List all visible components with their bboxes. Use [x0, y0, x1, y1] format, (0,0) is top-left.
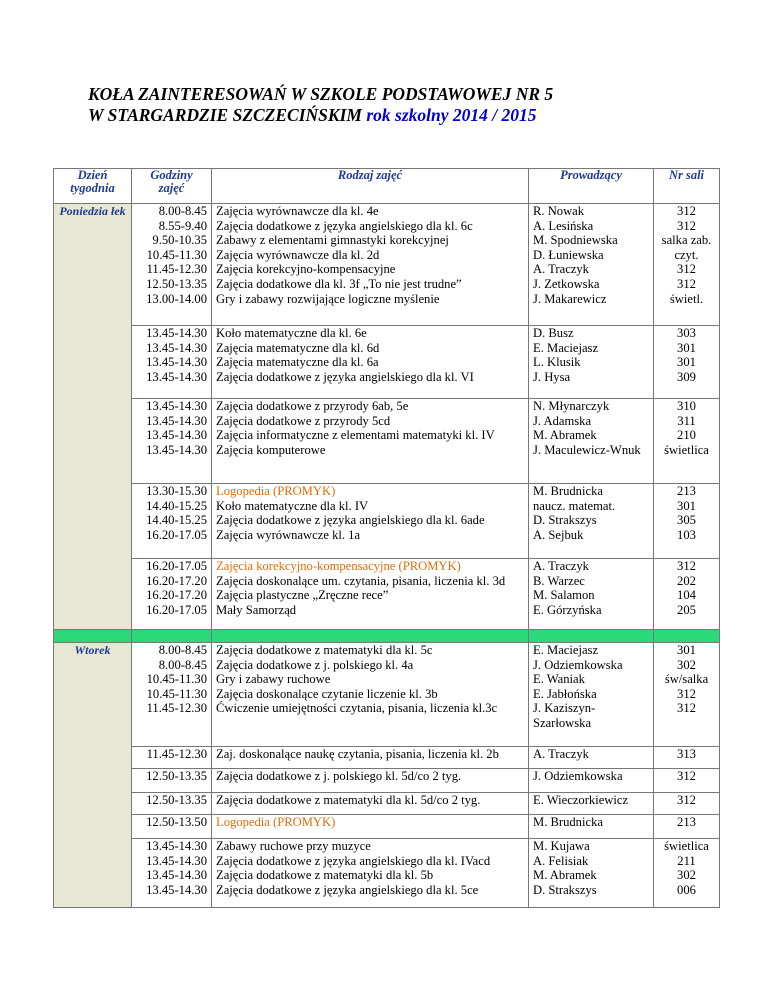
time-cell [132, 747, 212, 769]
teacher-value: J. Adamska [533, 413, 592, 428]
time-value: 12.50-13.35 [146, 276, 207, 291]
room-value: 312 [677, 262, 696, 277]
teacher-cell [529, 815, 654, 839]
teacher-value: E. Jabłońska [533, 686, 597, 701]
room-cell [654, 839, 720, 908]
time-cell [132, 484, 212, 559]
activity-value: Zajęcia dodatkowe z matematyki dla kl. 5d/co 2 tyg. [216, 793, 481, 807]
time-value: 16.20-17.05 [146, 602, 207, 617]
teacher-value: E. Wieczorkiewicz [533, 793, 629, 807]
room-value: 302 [677, 657, 696, 672]
room-value: 312 [677, 559, 696, 573]
time-value: 8.00-8.45 [158, 204, 207, 218]
teacher-cell [529, 643, 654, 747]
room-value: 310 [677, 399, 696, 413]
teacher-cell [529, 559, 654, 630]
teacher-value: J. Makarewicz [533, 291, 607, 306]
teacher-value: A. Felisiak [533, 853, 589, 868]
time-value: 13.30-15.30 [146, 484, 207, 498]
teacher-value: A. Traczyk [533, 559, 589, 573]
teacher-value: M. Abramek [533, 428, 597, 443]
time-cell [132, 793, 212, 815]
activity-value: Zajęcia dodatkowe z języka angielskiego dla kl. 5ce [216, 882, 479, 897]
room-value: świetlica [664, 442, 709, 457]
time-value: 13.45-14.30 [146, 369, 207, 384]
activity-value: Zabawy z elementami gimnastyki korekcyjnej [216, 233, 449, 248]
activity-value: Zajęcia korekcyjno-kompensacyjne (PROMYK) [216, 559, 461, 573]
time-cell [132, 815, 212, 839]
activity-cell [212, 204, 529, 326]
title-school-year: rok szkolny 2014 / 2015 [366, 105, 537, 125]
time-value: 13.45-14.30 [146, 326, 207, 340]
room-value: 312 [677, 769, 696, 783]
room-value: 205 [677, 602, 696, 617]
teacher-value: E. Maciejasz [533, 643, 599, 657]
activity-value: Zajęcia wyrównawcze dla kl. 2d [216, 247, 380, 262]
teacher-value: D. Łuniewska [533, 247, 604, 262]
table-row [54, 839, 720, 908]
header-room: Nr sali [654, 169, 720, 204]
activity-value: Zajęcia komputerowe [216, 442, 326, 457]
activity-cell [212, 769, 529, 793]
activity-value: Koło matematyczne dla kl. IV [216, 498, 369, 513]
table-row [54, 399, 720, 484]
teacher-value: naucz. matemat. [533, 498, 616, 513]
room-cell [654, 793, 720, 815]
time-value: 11.45-12.30 [146, 747, 207, 761]
activity-cell [212, 839, 529, 908]
room-cell [654, 204, 720, 326]
title-line-2-main: W STARGARDZIE SZCZECIŃSKIM [88, 105, 362, 125]
time-value: 9.50-10.35 [152, 233, 207, 248]
time-value: 13.00-14.00 [146, 291, 207, 306]
time-value: 14.40-15.25 [146, 513, 207, 528]
room-cell [654, 643, 720, 747]
room-value: św/salka [664, 672, 709, 687]
room-value: 312 [677, 793, 696, 807]
room-value: 301 [677, 340, 696, 355]
time-value: 16.20-17.05 [146, 559, 207, 573]
time-value: 11.45-12.30 [146, 262, 207, 277]
teacher-value: R. Nowak [533, 204, 585, 218]
time-value: 13.45-14.30 [146, 882, 207, 897]
time-value: 13.45-14.30 [146, 399, 207, 413]
teacher-value: M. Salamon [533, 588, 595, 603]
teacher-value: J. Hysa [533, 369, 571, 384]
teacher-value: D. Strakszys [533, 513, 597, 528]
activity-cell [212, 815, 529, 839]
room-value: 211 [677, 853, 696, 868]
room-cell [654, 484, 720, 559]
teacher-value: A. Traczyk [533, 262, 589, 277]
time-cell [132, 643, 212, 747]
day-monday: Poniedzia łek [54, 204, 132, 630]
teacher-cell [529, 204, 654, 326]
activity-value: Zajęcia wyrównawcze kl. 1a [216, 527, 361, 542]
activity-value: Zajęcia dodatkowe z przyrody 5cd [216, 413, 391, 428]
teacher-value: E. Górzyńska [533, 602, 602, 617]
time-value: 10.45-11.30 [146, 672, 207, 687]
teacher-value: J. Maculewicz-Wnuk [533, 442, 641, 457]
activity-value: Zajęcia dodatkowe z języka angielskiego dla kl. IVacd [216, 853, 491, 868]
teacher-cell [529, 793, 654, 815]
time-value: 8.00-8.45 [158, 657, 207, 672]
table-row [54, 326, 720, 399]
room-value: świetl. [669, 291, 704, 306]
table-row [54, 643, 720, 747]
teacher-value: N. Młynarczyk [533, 399, 610, 413]
title-line-1: KOŁA ZAINTERESOWAŃ W SZKOLE PODSTAWOWEJ NR 5 [88, 84, 554, 104]
teacher-value: M. Spodniewska [533, 233, 618, 248]
room-value: salka zab. [661, 233, 712, 248]
time-value: 13.45-14.30 [146, 839, 207, 853]
activity-value: Zajęcia matematyczne dla kl. 6a [216, 355, 379, 370]
room-cell [654, 399, 720, 484]
activity-value: Zajęcia plastyczne „Zręczne rece” [216, 588, 389, 603]
room-value: 312 [677, 276, 696, 291]
activity-value: Zajęcia dodatkowe z j. polskiego kl. 4a [216, 657, 414, 672]
room-value: 202 [677, 573, 696, 588]
table-row [54, 793, 720, 815]
table-row [54, 747, 720, 769]
time-cell [132, 769, 212, 793]
activity-value: Zajęcia dodatkowe z języka angielskiego dla kl. 6ade [216, 513, 485, 528]
time-value: 12.50-13.35 [146, 769, 207, 783]
time-value: 16.20-17.20 [146, 588, 207, 603]
header-hours: Godziny zajęć [132, 169, 212, 204]
room-value: 301 [677, 643, 696, 657]
teacher-value: A. Sejbuk [533, 527, 584, 542]
teacher-value: D. Strakszys [533, 882, 597, 897]
room-cell [654, 815, 720, 839]
time-cell [132, 204, 212, 326]
day-separator [54, 630, 720, 643]
title-line-2 [88, 105, 728, 126]
table-row [54, 769, 720, 793]
teacher-cell [529, 484, 654, 559]
activity-value: Logopedia (PROMYK) [216, 484, 336, 498]
room-value: 311 [677, 413, 696, 428]
room-value: czyt. [674, 247, 699, 262]
room-value: 302 [677, 868, 696, 883]
activity-value: Mały Samorząd [216, 602, 297, 617]
time-value: 13.45-14.30 [146, 355, 207, 370]
teacher-value: M. Abramek [533, 868, 597, 883]
time-value: 10.45-11.30 [146, 247, 207, 262]
time-value: 13.45-14.30 [146, 853, 207, 868]
activity-value: Zajęcia doskonalące um. czytania, pisania, liczenia kl. 3d [216, 573, 506, 588]
room-cell [654, 769, 720, 793]
activity-value: Zajęcia doskonalące czytanie liczenie kl. 3b [216, 686, 438, 701]
time-value: 12.50-13.35 [146, 793, 207, 807]
room-value: 303 [677, 326, 696, 340]
day-tuesday: Wtorek [54, 643, 132, 908]
header-activity: Rodzaj zajęć [212, 169, 529, 204]
teacher-value: M. Brudnicka [533, 815, 603, 829]
room-value: 301 [677, 498, 696, 513]
time-cell [132, 326, 212, 399]
schedule-table [53, 168, 720, 908]
room-value: 309 [677, 369, 696, 384]
room-value: 305 [677, 513, 696, 528]
time-value: 10.45-11.30 [146, 686, 207, 701]
teacher-cell [529, 747, 654, 769]
teacher-value: M. Brudnicka [533, 484, 603, 498]
header-day: Dzień tygodnia [54, 169, 132, 204]
activity-cell [212, 643, 529, 747]
room-cell [654, 326, 720, 399]
room-value: 312 [677, 204, 696, 218]
time-value: 13.45-14.30 [146, 442, 207, 457]
teacher-value: J. Kaziszyn-Szarłowska [533, 701, 596, 730]
teacher-value: M. Kujawa [533, 839, 590, 853]
header-teacher: Prowadzący [529, 169, 654, 204]
activity-cell [212, 484, 529, 559]
teacher-value: L. Klusik [533, 355, 581, 370]
time-value: 14.40-15.25 [146, 498, 207, 513]
teacher-value: E. Maciejasz [533, 340, 599, 355]
activity-value: Zabawy ruchowe przy muzyce [216, 839, 371, 853]
room-value: 312 [677, 686, 696, 701]
activity-value: Ćwiczenie umiejętności czytania, pisania, liczenia kl.3c [216, 701, 498, 716]
activity-value: Gry i zabawy rozwijające logiczne myślenie [216, 291, 440, 306]
room-value: 006 [677, 882, 696, 897]
activity-value: Zajęcia informatyczne z elementami matematyki kl. IV [216, 428, 495, 443]
teacher-value: A. Lesińska [533, 218, 594, 233]
time-cell [132, 839, 212, 908]
activity-value: Zajęcia dodatkowe z j. polskiego kl. 5d/co 2 tyg. [216, 769, 462, 783]
teacher-value: A. Traczyk [533, 747, 589, 761]
room-value: 210 [677, 428, 696, 443]
teacher-value: B. Warzec [533, 573, 585, 588]
activity-value: Zajęcia dodatkowe dla kl. 3f „To nie jest trudne” [216, 276, 462, 291]
time-value: 11.45-12.30 [146, 701, 207, 716]
table-row [54, 204, 720, 326]
time-value: 16.20-17.20 [146, 573, 207, 588]
room-value: 213 [677, 815, 696, 829]
table-row [54, 815, 720, 839]
activity-value: Gry i zabawy ruchowe [216, 672, 331, 687]
teacher-value: D. Busz [533, 326, 574, 340]
activity-cell [212, 793, 529, 815]
time-cell [132, 399, 212, 484]
activity-value: Zajęcia dodatkowe z przyrody 6ab, 5e [216, 399, 409, 413]
teacher-value: J. Odziemkowska [533, 769, 623, 783]
time-value: 16.20-17.05 [146, 527, 207, 542]
teacher-value: J. Odziemkowska [533, 657, 623, 672]
time-value: 13.45-14.30 [146, 340, 207, 355]
time-value: 13.45-14.30 [146, 868, 207, 883]
activity-value: Koło matematyczne dla kl. 6e [216, 326, 367, 340]
document-title [88, 84, 728, 126]
room-value: 103 [677, 527, 696, 542]
activity-value: Zajęcia dodatkowe z języka angielskiego dla kl. 6c [216, 218, 473, 233]
time-value: 8.55-9.40 [158, 218, 207, 233]
activity-value: Zajęcia wyrównawcze dla kl. 4e [216, 204, 379, 218]
activity-value: Logopedia (PROMYK) [216, 815, 336, 829]
room-value: 301 [677, 355, 696, 370]
activity-value: Zajęcia dodatkowe z matematyki dla kl. 5b [216, 868, 434, 883]
activity-value: Zajęcia korekcyjno-kompensacyjne [216, 262, 396, 277]
time-value: 13.45-14.30 [146, 413, 207, 428]
teacher-cell [529, 399, 654, 484]
room-cell [654, 559, 720, 630]
table-row [54, 484, 720, 559]
room-value: 312 [677, 701, 696, 716]
teacher-value: J. Zetkowska [533, 276, 600, 291]
time-value: 13.45-14.30 [146, 428, 207, 443]
room-value: świetlica [664, 839, 709, 853]
room-value: 104 [677, 588, 696, 603]
activity-cell [212, 559, 529, 630]
room-cell [654, 747, 720, 769]
activity-value: Zajęcia matematyczne dla kl. 6d [216, 340, 380, 355]
activity-value: Zaj. doskonalące naukę czytania, pisania, liczenia kl. 2b [216, 747, 499, 761]
activity-value: Zajęcia dodatkowe z matematyki dla kl. 5c [216, 643, 433, 657]
room-value: 312 [677, 218, 696, 233]
teacher-cell [529, 326, 654, 399]
activity-cell [212, 326, 529, 399]
teacher-cell [529, 769, 654, 793]
time-value: 12.50-13.50 [146, 815, 207, 829]
time-value: 8.00-8.45 [158, 643, 207, 657]
table-row [54, 559, 720, 630]
activity-cell [212, 399, 529, 484]
activity-value: Zajęcia dodatkowe z języka angielskiego dla kl. VI [216, 369, 474, 384]
room-value: 313 [677, 747, 696, 761]
header-row [54, 169, 720, 204]
teacher-value: E. Waniak [533, 672, 585, 687]
teacher-cell [529, 839, 654, 908]
room-value: 213 [677, 484, 696, 498]
activity-cell [212, 747, 529, 769]
time-cell [132, 559, 212, 630]
